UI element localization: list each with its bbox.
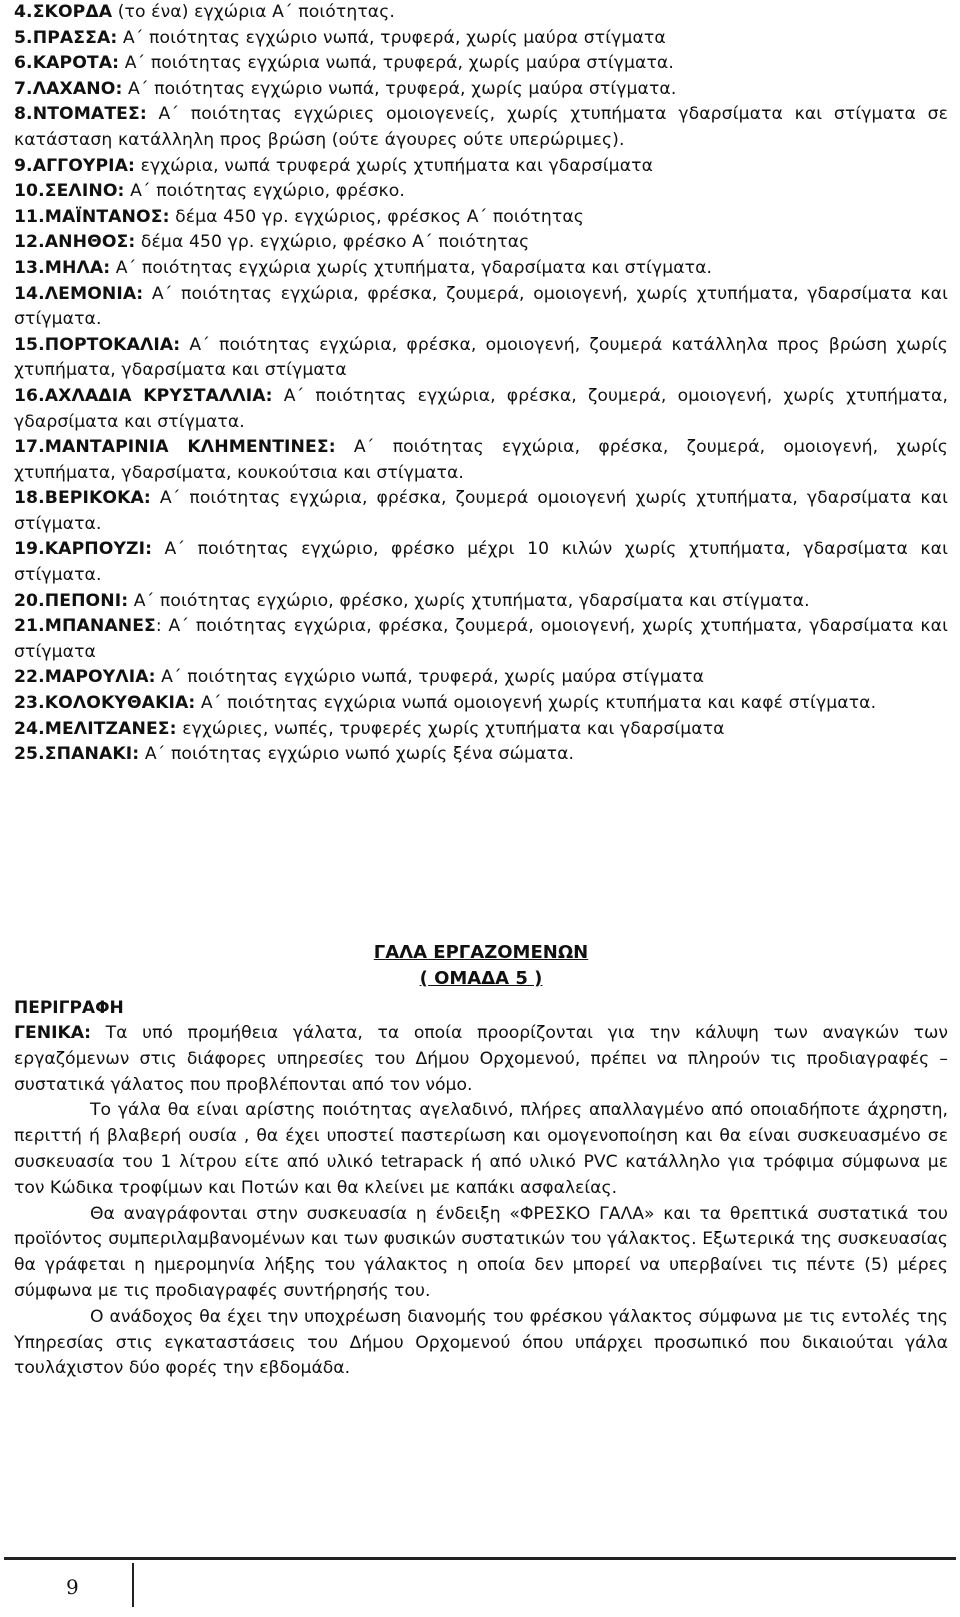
item-description: Α΄ ποιότητας εγχώριο, φρέσκο μέχρι 10 κιλών χωρίς χτυπήματα, γδαρσίματα και στίγματα. <box>14 539 948 586</box>
list-item <box>14 256 948 282</box>
item-description: Α΄ ποιότητας εγχώρια, φρέσκα, ζουμερά, ομοιογενή, χωρίς χτυπήματα, γδαρσίματα, κουκούτσια και στίγματα. <box>14 437 948 483</box>
item-name: ΣΚΟΡΔΑ <box>32 2 113 22</box>
item-name: ΣΠΑΝΑΚΙ: <box>44 744 140 765</box>
item-number: 16. <box>14 385 45 406</box>
item-description: Α΄ ποιότητας εγχώριο νωπά, τρυφερά, χωρίς μαύρα στίγματα. <box>122 78 677 99</box>
item-name: ΒΕΡΙΚΟΚΑ: <box>44 488 151 509</box>
list-item <box>14 51 948 77</box>
item-number: 17. <box>14 437 45 458</box>
item-name: ΚΑΡΠΟΥΖΙ: <box>44 539 153 560</box>
item-number: 15. <box>14 334 45 355</box>
list-item <box>14 0 948 26</box>
list-item <box>14 665 948 691</box>
list-item <box>14 742 948 768</box>
section-group: ( ΟΜΑΔΑ 5 ) <box>419 968 543 989</box>
item-description: Α΄ ποιότητας εγχώριο νωπά, τρυφερά, χωρίς μαύρα στίγματα <box>155 667 705 688</box>
item-description: εγχώριες, νωπές, τρυφερές χωρίς χτυπήματα και γδαρσίματα <box>176 718 725 739</box>
list-item <box>14 691 948 717</box>
section-title-block <box>14 940 948 992</box>
item-number: 19. <box>14 539 45 560</box>
item-name: ΑΝΗΘΟΣ: <box>44 232 136 253</box>
item-description: Α΄ ποιότητας εγχώρια χωρίς χτυπήματα, γδαρσίματα και στίγματα. <box>110 257 713 278</box>
item-number: 4. <box>14 2 33 22</box>
item-number: 25. <box>14 744 45 765</box>
item-description: Α΄ ποιότητας εγχώριο, φρέσκο, χωρίς χτυπήματα, γδαρσίματα και στίγματα. <box>128 590 810 611</box>
item-name: ΚΑΡΟΤΑ: <box>32 53 120 74</box>
delivery-paragraph: Ο ανάδοχος θα έχει την υποχρέωση διανομής του φρέσκου γάλακτος σύμφωνα με τις εντολές της Υπηρεσίας στις εγκαταστάσεις του Δήμου Ορχομενού όπου υπάρχει προσωπικό που δικαιούται γάλα τουλάχιστον δύο φορές την εβδομάδα. <box>14 1306 948 1379</box>
section-title: ΓΑΛΑ ΕΡΓΑΖΟΜΕΝΩΝ <box>373 942 589 963</box>
produce-list <box>14 0 948 768</box>
milk-quality-paragraph: Το γάλα θα είναι αρίστης ποιότητας αγελαδινό, πλήρες απαλλαγμένο από οποιαδήποτε άχρηστη, περιττή ή βλαβερή ουσία , θα έχει υποστεί παστερίωση και ομογενοποίηση και θα είναι συσκευασμένο σε συσκευασία του 1 λίτρου είτε από υλικό tetrapack ή από υλικό PVC κατάλληλο για τρόφιμα σύμφωνα με τον Κώδικα τροφίμων και Ποτών και θα κλείνει με καπάκι ασφαλείας. <box>14 1100 948 1198</box>
item-name: ΚΟΛΟΚΥΘΑΚΙΑ: <box>44 693 196 714</box>
general-text: Τα υπό προμήθεια γάλατα, τα οποία προορίζονται για την κάλυψη των αναγκών των εργαζόμενων στις διάφορες υπηρεσίες του Δήμου Ορχομενού, πρέπει να πληρούν τις προδιαγραφές – συστατικά γάλατος που προβλέπονται από τον νόμο. <box>14 1023 948 1095</box>
item-number: 21. <box>14 616 45 637</box>
item-description: Α΄ ποιότητας εγχώριο νωπά, τρυφερά, χωρίς μαύρα στίγματα <box>117 27 666 48</box>
item-name: ΠΕΠΟΝΙ: <box>44 590 129 611</box>
item-number: 20. <box>14 590 45 611</box>
item-description: Α΄ ποιότητας εγχώριο, φρέσκο. <box>124 181 405 202</box>
item-name: ΜΗΛΑ: <box>44 257 111 278</box>
list-item <box>14 282 948 333</box>
packaging-label-paragraph: Θα αναγράφονται στην συσκευασία η ένδειξη «ΦΡΕΣΚΟ ΓΑΛΑ» και τα θρεπτικά συστατικά του προϊόντος συμπεριλαμβανομένων και των φυσικών συστατικών του γάλακτος. Εξωτερικά της συσκευασίας θα γράφεται η ημερομηνία λήξης του γάλακτος η οποία δεν μπορεί να υπερβαίνει τις πέντε (5) μέρες σύμφωνα με τις προδιαγραφές συντήρησής του. <box>14 1203 948 1301</box>
item-number: 10. <box>14 181 45 202</box>
item-description: δέμα 450 γρ. εγχώριος, φρέσκος Α΄ ποιότητας <box>169 206 584 227</box>
list-item <box>14 614 948 665</box>
item-number: 22. <box>14 667 45 688</box>
item-description: Α΄ ποιότητας εγχώριο νωπό χωρίς ξένα σώματα. <box>139 744 575 765</box>
list-item <box>14 537 948 588</box>
list-item <box>14 717 948 743</box>
list-item <box>14 77 948 103</box>
item-name: ΣΕΛΙΝΟ: <box>44 181 125 202</box>
list-item <box>14 486 948 537</box>
list-item <box>14 179 948 205</box>
item-description: : Α΄ ποιότητας εγχώρια, φρέσκα, ζουμερά, ομοιογενή, χωρίς χτυπήματα, γδαρσίματα και στίγματα <box>14 616 948 662</box>
list-item <box>14 589 948 615</box>
item-number: 7. <box>14 78 33 99</box>
item-name: ΜΑΡΟΥΛΙΑ: <box>44 667 156 688</box>
item-number: 14. <box>14 283 45 304</box>
item-name: ΝΤΟΜΑΤΕΣ: <box>32 104 147 125</box>
list-item <box>14 102 948 153</box>
description-heading: ΠΕΡΙΓΡΑΦΗ <box>14 998 124 1018</box>
item-name: ΛΕΜΟΝΙΑ: <box>44 283 144 304</box>
item-description: Α΄ ποιότητας εγχώρια, φρέσκα, ζουμερά, ομοιογενή, χωρίς χτυπήματα, γδαρσίματα και στίγματα. <box>14 385 949 432</box>
general-paragraph <box>14 1021 948 1098</box>
description <box>14 995 948 1382</box>
item-name: ΜΕΛΙΤΖΑΝΕΣ: <box>44 718 177 739</box>
item-description: Α΄ ποιότητας εγχώρια, φρέσκα, ζουμερά, ομοιογενή, χωρίς χτυπήματα, γδαρσίματα και στίγματα. <box>14 283 948 330</box>
list-item <box>14 435 948 486</box>
list-item <box>14 384 948 435</box>
item-description: Α΄ ποιότητας εγχώρια, φρέσκα, ομοιογενή, ζουμερά κατάλληλα προς βρώση χωρίς χτυπήματα, γδαρσίματα και στίγματα <box>14 334 948 381</box>
item-number: 24. <box>14 718 45 739</box>
item-name: ΑΧΛΑΔΙΑ ΚΡΥΣΤΑΛΛΙΑ: <box>44 385 273 406</box>
item-number: 18. <box>14 488 45 509</box>
item-description: (το ένα) εγχώρια Α΄ ποιότητας. <box>112 2 395 22</box>
item-number: 11. <box>14 206 45 227</box>
list-item <box>14 154 948 180</box>
item-number: 23. <box>14 693 45 714</box>
item-number: 8. <box>14 104 33 125</box>
item-number: 6. <box>14 53 33 74</box>
item-description: Α΄ ποιότητας εγχώρια νωπά, τρυφερά, χωρίς μαύρα στίγματα. <box>119 53 674 74</box>
item-name: ΜΑΪΝΤΑΝΟΣ: <box>44 206 170 227</box>
page-number: 9 <box>66 1575 79 1599</box>
item-number: 5. <box>14 27 33 48</box>
item-description: Α΄ ποιότητας εγχώρια, φρέσκα, ζουμερά ομοιογενή χωρίς χτυπήματα, γδαρσίματα και στίγματα. <box>14 488 948 534</box>
list-item <box>14 333 948 384</box>
item-name: ΜΠΑΝΑΝΕΣ <box>44 616 156 637</box>
item-name: ΠΟΡΤΟΚΑΛΙΑ: <box>44 334 181 355</box>
list-item <box>14 26 948 52</box>
item-number: 13. <box>14 257 45 278</box>
item-name: ΑΓΓΟΥΡΙΑ: <box>32 155 136 176</box>
list-item <box>14 230 948 256</box>
item-description: εγχώρια, νωπά τρυφερά χωρίς χτυπήματα και γδαρσίματα <box>135 155 654 176</box>
item-name: ΛΑΧΑΝΟ: <box>32 78 123 99</box>
item-number: 9. <box>14 155 33 176</box>
item-description: δέμα 450 γρ. εγχώριο, φρέσκο Α΄ ποιότητας <box>135 232 530 253</box>
item-name: ΠΡΑΣΣΑ: <box>32 27 118 48</box>
item-description: Α΄ ποιότητας εγχώρια νωπά ομοιογενή χωρίς κτυπήματα και καφέ στίγματα. <box>195 693 877 714</box>
item-number: 12. <box>14 232 45 253</box>
item-description: Α΄ ποιότητας εγχώριες ομοιογενείς, χωρίς χτυπήματα γδαρσίματα και στίγματα σε κατάσταση κατάλληλη προς βρώση (ούτε άγουρες ούτε υπερώριμες). <box>14 104 948 150</box>
list-item <box>14 205 948 231</box>
general-label: ΓΕΝΙΚΑ: <box>14 1023 91 1043</box>
footer-rule <box>4 1557 956 1560</box>
item-name: ΜΑΝΤΑΡΙΝΙΑ ΚΛΗΜΕΝΤΙΝΕΣ: <box>44 437 336 458</box>
